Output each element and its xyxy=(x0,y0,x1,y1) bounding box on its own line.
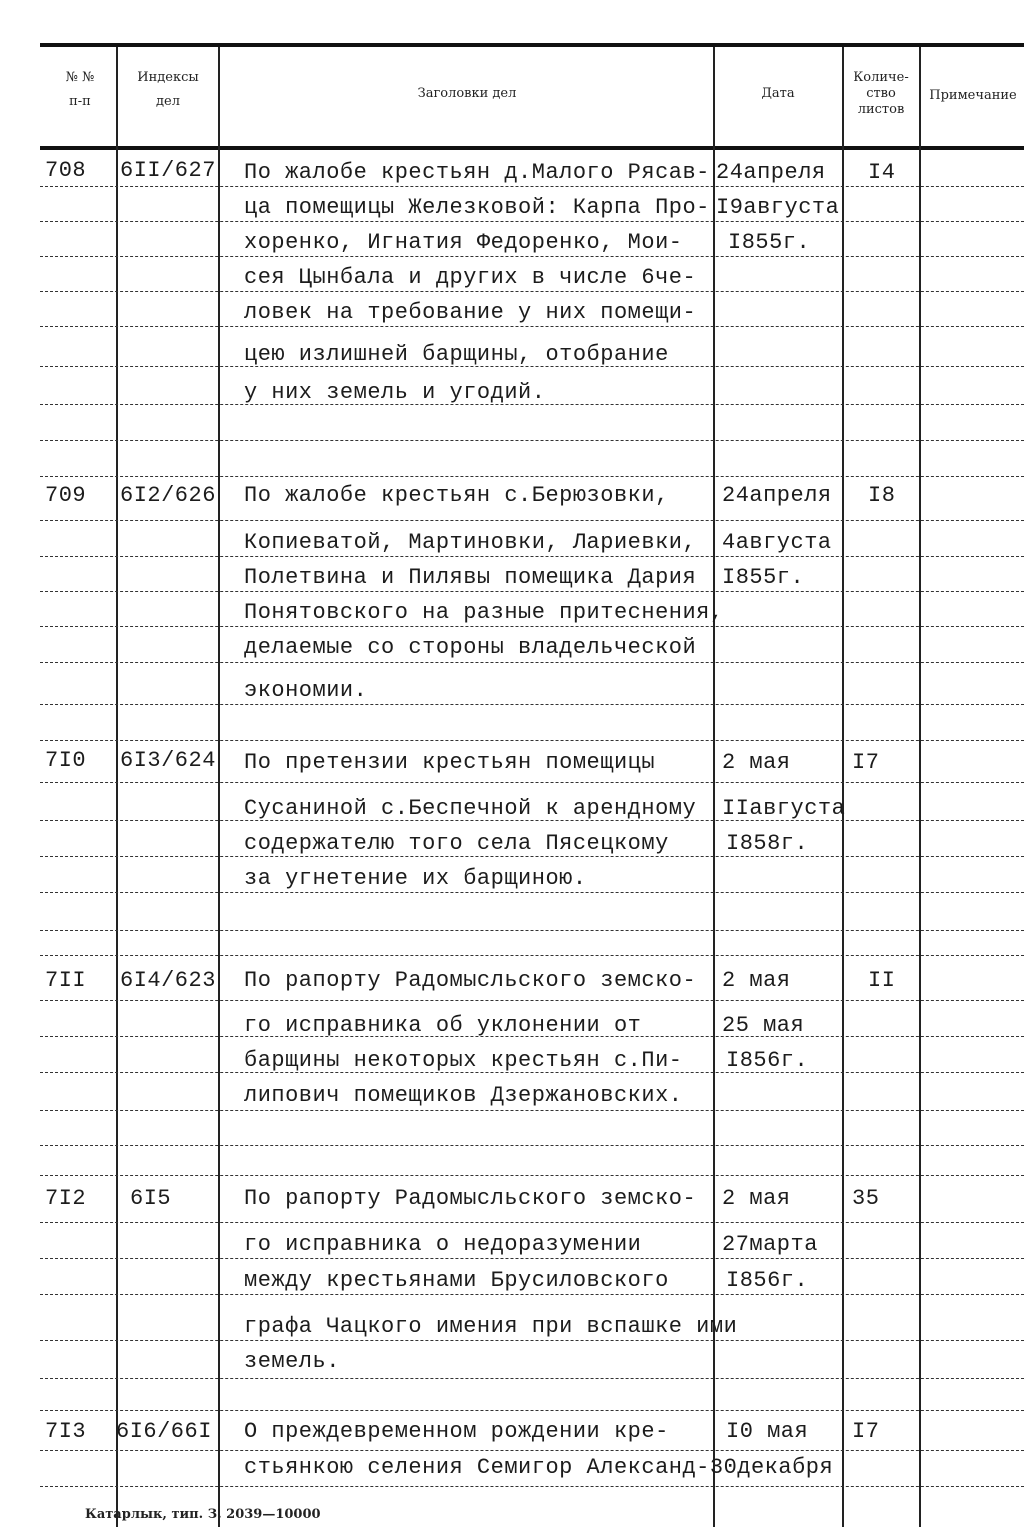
row-709-title-3: Полетвина и Пилявы помещика Дария xyxy=(244,565,697,590)
row-711-date-2: 25 мая xyxy=(722,1013,805,1038)
row-711-index: 6I4/623 xyxy=(120,968,216,993)
ruled-line xyxy=(40,476,1024,478)
row-713-title-1: О преждевременном рождении кре- xyxy=(244,1419,669,1444)
row-708-index: 6II/627 xyxy=(120,158,216,183)
row-709-title-2: Копиеватой, Мартиновки, Лариевки, xyxy=(244,530,697,555)
ruled-line xyxy=(40,1110,1024,1112)
header-num xyxy=(45,70,115,110)
row-712-num: 7I2 xyxy=(45,1186,87,1211)
row-709-sheets: I8 xyxy=(868,483,896,508)
row-708-title-2: ца помещицы Железковой: Карпа Про- xyxy=(244,195,710,220)
row-708-date-1: 24апреля xyxy=(716,160,826,185)
row-708-num: 708 xyxy=(45,158,87,183)
col-divider-index xyxy=(218,47,220,1527)
ruled-line xyxy=(40,856,1024,858)
row-711-title-4: липович помещиков Дзержановских. xyxy=(244,1083,683,1108)
row-709-num: 709 xyxy=(45,483,87,508)
header-bottom-rule xyxy=(40,146,1024,150)
ruled-line xyxy=(40,662,1024,664)
row-712-index: 6I5 xyxy=(130,1186,172,1211)
ruled-line xyxy=(40,1410,1024,1412)
header-sheets xyxy=(845,70,917,118)
row-710-date-3: I858г. xyxy=(726,831,809,856)
row-711-date-3: I856г. xyxy=(726,1048,809,1073)
row-709-title-4: Понятовского на разные притеснения, xyxy=(244,600,724,625)
ruled-line xyxy=(40,1000,1024,1002)
col-divider-num xyxy=(116,47,118,1527)
ruled-line xyxy=(40,326,1024,328)
row-708-title-5: ловек на требование у них помещи- xyxy=(244,300,697,325)
header-num-line1: № № xyxy=(65,70,95,85)
ruled-line xyxy=(40,704,1024,706)
header-sheets-line2: ство xyxy=(866,86,896,101)
header-note: Примечание xyxy=(929,88,1017,103)
row-711-date-1: 2 мая xyxy=(722,968,791,993)
ruled-line xyxy=(40,291,1024,293)
col-divider-date xyxy=(842,47,844,1527)
ruled-line xyxy=(40,1294,1024,1296)
row-710-title-1: По претензии крестьян помещицы xyxy=(244,750,656,775)
col-divider-title xyxy=(713,47,715,1527)
header-title: Заголовки дел xyxy=(417,86,517,101)
row-711-num: 7II xyxy=(45,968,87,993)
ruled-line xyxy=(40,186,1024,188)
ruled-line xyxy=(40,440,1024,442)
row-710-title-4: за угнетение их барщиною. xyxy=(244,866,587,891)
ruled-line xyxy=(40,1175,1024,1177)
row-712-title-5: земель. xyxy=(244,1349,340,1374)
row-708-title-4: сея Цынбала и других в числе 6че- xyxy=(244,265,697,290)
row-710-sheets: I7 xyxy=(852,750,880,775)
ruled-line xyxy=(40,1378,1024,1380)
row-710-num: 7I0 xyxy=(45,748,87,773)
header-sheets-line3: листов xyxy=(857,102,905,117)
row-710-title-3: содержателю того села Пясецкому xyxy=(244,831,669,856)
ruled-line xyxy=(40,1145,1024,1147)
ruled-line xyxy=(40,955,1024,957)
ruled-line xyxy=(40,626,1024,628)
header-sheets-line1: Количе- xyxy=(853,70,909,85)
row-708-title-6: цею излишней барщины, отобрание xyxy=(244,342,669,367)
row-708-date-3: I855г. xyxy=(728,230,811,255)
row-712-date-3: I856г. xyxy=(726,1268,809,1293)
row-709-date-2: 4августа xyxy=(722,530,832,555)
row-708-sheets: I4 xyxy=(868,160,896,185)
row-713-sheets: I7 xyxy=(852,1419,880,1444)
row-713-index: 6I6/66I xyxy=(116,1419,212,1444)
ruled-line xyxy=(40,930,1024,932)
row-712-date-2: 27марта xyxy=(722,1232,818,1257)
ruled-line xyxy=(40,740,1024,742)
row-709-date-3: I855г. xyxy=(722,565,805,590)
row-708-title-7: у них земель и угодий. xyxy=(244,380,546,405)
ruled-line xyxy=(40,1258,1024,1260)
row-709-title-6: экономии. xyxy=(244,678,368,703)
ruled-line xyxy=(40,256,1024,258)
row-712-title-1: По рапорту Радомысльского земско- xyxy=(244,1186,697,1211)
ruled-line xyxy=(40,520,1024,522)
row-709-title-1: По жалобе крестьян с.Берюзовки, xyxy=(244,483,669,508)
header-date: Дата xyxy=(761,86,795,101)
row-712-title-3: между крестьянами Брусиловского xyxy=(244,1268,669,1293)
ruled-line xyxy=(40,782,1024,784)
row-712-title-4: графа Чацкого имения при вспашке ими xyxy=(244,1314,738,1339)
ruled-line xyxy=(40,1486,1024,1488)
row-711-title-1: По рапорту Радомысльского земско- xyxy=(244,968,697,993)
row-708-title-1: По жалобе крестьян д.Малого Рясав- xyxy=(244,160,710,185)
row-711-sheets: II xyxy=(868,968,896,993)
row-710-index: 6I3/624 xyxy=(120,748,216,773)
row-713-date-1: I0 мая xyxy=(726,1419,809,1444)
row-709-title-5: делаемые со стороны владельческой xyxy=(244,635,697,660)
ruled-line xyxy=(40,1340,1024,1342)
col-divider-sheets xyxy=(919,47,921,1527)
row-708-date-2: I9августа xyxy=(716,195,840,220)
header-index-line1: Индексы xyxy=(137,70,199,85)
ruled-line xyxy=(40,1222,1024,1224)
row-712-title-2: го исправника о недоразумении xyxy=(244,1232,642,1257)
ruled-line xyxy=(40,591,1024,593)
row-713-num: 7I3 xyxy=(45,1419,87,1444)
printer-imprint: Катарлык, тип. З. 2039—10000 xyxy=(85,1507,321,1522)
row-709-date-1: 24апреля xyxy=(722,483,832,508)
header-num-line2: п-п xyxy=(69,94,91,109)
row-710-date-2: IIавгуста xyxy=(722,796,846,821)
row-711-title-3: барщины некоторых крестьян с.Пи- xyxy=(244,1048,683,1073)
header-top-rule xyxy=(40,43,1024,47)
header-index-line2: дел xyxy=(156,94,180,109)
row-711-title-2: го исправника об уклонении от xyxy=(244,1013,642,1038)
row-713-title-2: стьянкою селения Семигор Александ-30декабря xyxy=(244,1455,834,1480)
row-710-title-2: Сусаниной с.Беспечной к арендному xyxy=(244,796,697,821)
ruled-line xyxy=(40,221,1024,223)
header-index xyxy=(120,70,216,110)
row-708-title-3: хоренко, Игнатия Федоренко, Мои- xyxy=(244,230,683,255)
row-712-sheets: 35 xyxy=(852,1186,880,1211)
ruled-line xyxy=(40,556,1024,558)
row-712-date-1: 2 мая xyxy=(722,1186,791,1211)
row-709-index: 6I2/626 xyxy=(120,483,216,508)
row-710-date-1: 2 мая xyxy=(722,750,791,775)
ruled-line xyxy=(40,1450,1024,1452)
ruled-line xyxy=(40,892,1024,894)
